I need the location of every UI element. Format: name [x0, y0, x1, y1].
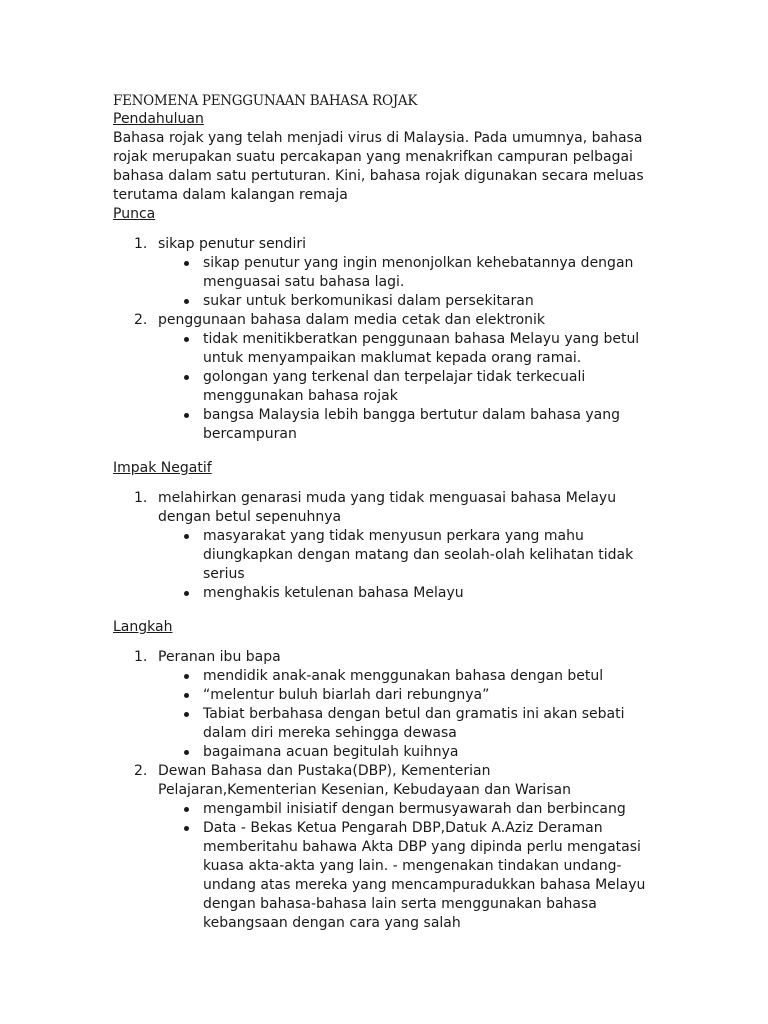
heading-punca: Punca: [113, 206, 156, 222]
bullet-item: [203, 743, 653, 762]
list-number: 1.: [134, 649, 148, 665]
bullet-text: golongan yang terkenal dan terpelajar tidak terkecuali menggunakan bahasa rojak: [203, 369, 586, 404]
bullet-item: [203, 292, 653, 311]
bullet-text: sukar untuk berkomunikasi dalam persekitaran: [203, 293, 534, 309]
list-item-text: Peranan ibu bapa: [158, 649, 281, 665]
list-item-text: sikap penutur sendiri: [158, 236, 306, 252]
bullet-icon: [184, 261, 189, 266]
bullet-icon: [184, 591, 189, 596]
bullet-item: [203, 330, 653, 368]
bullet-item: [203, 527, 653, 584]
bullet-icon: [184, 807, 189, 812]
list-item: [134, 762, 653, 933]
bullet-text: bagaimana acuan begitulah kuihnya: [203, 744, 459, 760]
list-number: 2.: [134, 312, 148, 328]
bullet-icon: [184, 413, 189, 418]
bullet-item: [203, 254, 653, 292]
bullet-icon: [184, 375, 189, 380]
bullet-text: bangsa Malaysia lebih bangga bertutur dalam bahasa yang bercampuran: [203, 407, 620, 442]
heading-impak-negatif: Impak Negatif: [113, 460, 212, 476]
bullet-text: tidak menitikberatkan penggunaan bahasa Melayu yang betul untuk menyampaikan maklumat kepada orang ramai.: [203, 331, 640, 366]
bullet-icon: [184, 693, 189, 698]
list-item-text: Dewan Bahasa dan Pustaka(DBP), Kementerian Pelajaran,Kementerian Kesenian, Kebudayaan dan Warisan: [158, 763, 571, 798]
punca-list: [113, 235, 653, 444]
heading-pendahuluan: Pendahuluan: [113, 111, 204, 127]
bullet-text: Data - Bekas Ketua Pengarah DBP,Datuk A.Aziz Deraman memberitahu bahawa Akta DBP yang dipinda perlu mengatasi kuasa akta-akta yang lain. - mengenakan tindakan undang-undang atas mereka yang mencampuradukkan bahasa Melayu dengan bahasa-bahasa lain serta menggunakan bahasa kebangsaan dengan cara yang salah: [203, 820, 646, 931]
bullet-text: sikap penutur yang ingin menonjolkan kehebatannya dengan menguasai satu bahasa lagi.: [203, 255, 634, 290]
document-title: FENOMENA PENGGUNAAN BAHASA ROJAK: [113, 93, 418, 109]
bullet-icon: [184, 337, 189, 342]
document-content: [113, 92, 653, 933]
intro-paragraph: Bahasa rojak yang telah menjadi virus di Malaysia. Pada umumnya, bahasa rojak merupakan suatu percakapan yang menakrifkan campuran pelbagai bahasa dalam satu pertuturan. Kini, bahasa rojak digunakan secara meluas terutama dalam kalangan remaja: [113, 130, 644, 203]
bullet-icon: [184, 534, 189, 539]
bullet-icon: [184, 750, 189, 755]
list-number: 1.: [134, 236, 148, 252]
list-item: [134, 311, 653, 444]
bullet-item: [203, 686, 653, 705]
bullet-item: [203, 819, 653, 933]
list-item-text: penggunaan bahasa dalam media cetak dan elektronik: [158, 312, 546, 328]
bullet-text: Tabiat berbahasa dengan betul dan gramatis ini akan sebati dalam diri mereka sehingga dewasa: [203, 706, 625, 741]
bullet-list: [158, 330, 653, 444]
bullet-list: [158, 527, 653, 603]
bullet-text: “melentur buluh biarlah dari rebungnya”: [203, 687, 490, 703]
bullet-list: [158, 667, 653, 762]
list-item: [134, 235, 653, 311]
bullet-item: [203, 667, 653, 686]
list-number: 2.: [134, 763, 148, 779]
langkah-list: [113, 648, 653, 933]
bullet-icon: [184, 674, 189, 679]
bullet-text: menghakis ketulenan bahasa Melayu: [203, 585, 464, 601]
bullet-icon: [184, 299, 189, 304]
bullet-item: [203, 800, 653, 819]
bullet-text: masyarakat yang tidak menyusun perkara yang mahu diungkapkan dengan matang dan seolah-olah kelihatan tidak serius: [203, 528, 634, 582]
bullet-text: mengambil inisiatif dengan bermusyawarah dan berbincang: [203, 801, 626, 817]
bullet-list: [158, 254, 653, 311]
list-number: 1.: [134, 490, 148, 506]
bullet-item: [203, 584, 653, 603]
impak-list: [113, 489, 653, 603]
list-item: [134, 489, 653, 603]
list-item-text: melahirkan genarasi muda yang tidak menguasai bahasa Melayu dengan betul sepenuhnya: [158, 490, 617, 525]
bullet-item: [203, 406, 653, 444]
list-item: [134, 648, 653, 762]
bullet-item: [203, 368, 653, 406]
bullet-icon: [184, 712, 189, 717]
heading-langkah: Langkah: [113, 619, 173, 635]
bullet-icon: [184, 826, 189, 831]
bullet-text: mendidik anak-anak menggunakan bahasa dengan betul: [203, 668, 604, 684]
bullet-list: [158, 800, 653, 933]
bullet-item: [203, 705, 653, 743]
